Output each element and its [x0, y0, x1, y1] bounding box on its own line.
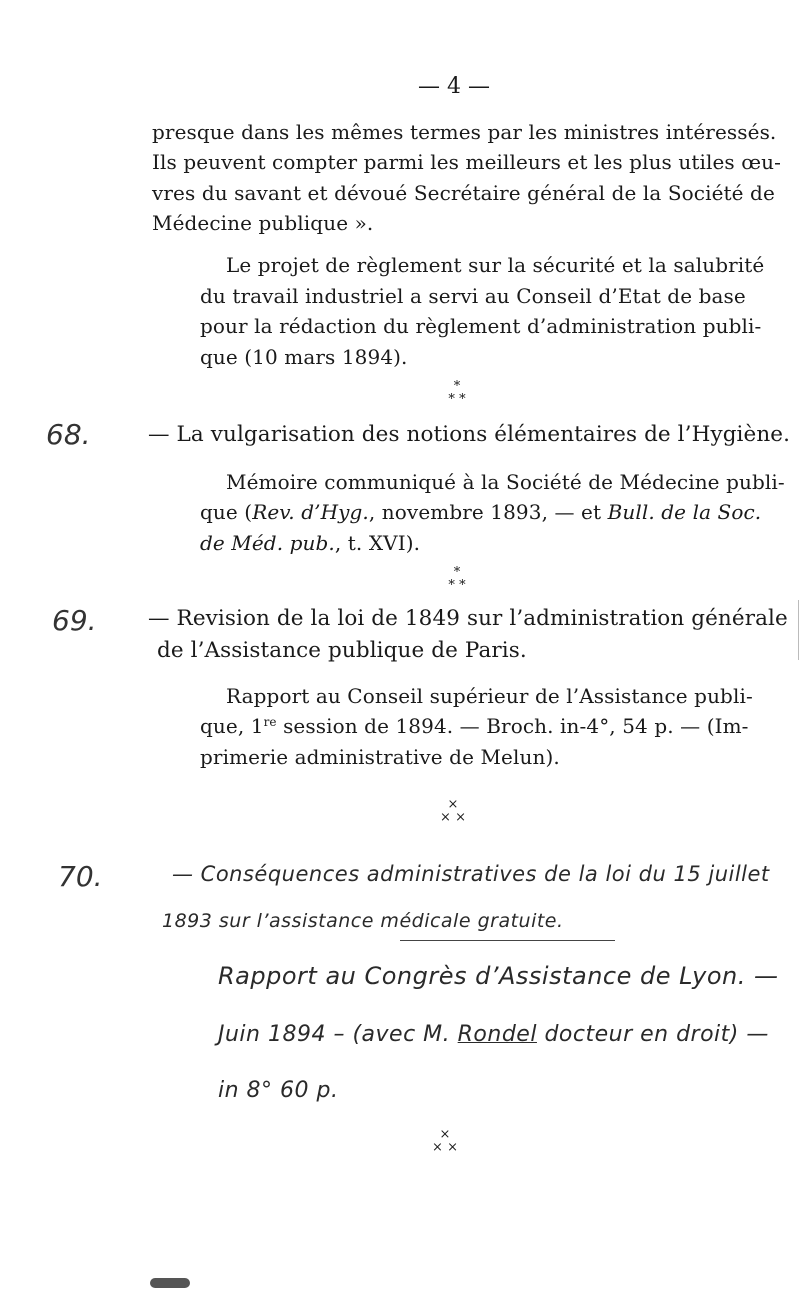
- entry-title: de l’Assistance publique de Paris.: [157, 638, 527, 663]
- cross-mark: × × ×: [440, 797, 466, 825]
- handwritten-entry-title: — Conséquences administratives de la loi du 15 juillet: [172, 862, 770, 886]
- divider-rule: [400, 940, 615, 941]
- handwritten-margin-number: 69.: [52, 604, 97, 637]
- text-line: que, 1re session de 1894. — Broch. in-4°, 54 p. — (Im-: [200, 714, 749, 738]
- ink-blot: [150, 1278, 190, 1288]
- entry-title: — La vulgarisation des notions élémentaires de l’Hygiène.: [148, 422, 791, 447]
- text-line: primerie administrative de Melun).: [200, 745, 560, 769]
- text-line: Rapport au Conseil supérieur de l’Assistance publi-: [226, 684, 753, 708]
- page-edge: [790, 600, 799, 660]
- text-line: presque dans les mêmes termes par les ministres intéressés.: [152, 120, 777, 144]
- text-line: Mémoire communiqué à la Société de Médecine publi-: [226, 470, 785, 494]
- text-line: du travail industriel a servi au Conseil d’Etat de base: [200, 284, 746, 308]
- entry-title: — Revision de la loi de 1849 sur l’administration générale: [148, 606, 788, 631]
- page-number: — 4 —: [418, 74, 490, 99]
- cross-mark: × × ×: [432, 1127, 458, 1155]
- handwritten-text-line: Rapport au Congrès d’Assistance de Lyon. —: [218, 962, 779, 990]
- underlined-name: Rondel: [457, 1022, 537, 1047]
- text-line: pour la rédaction du règlement d’administration publi-: [200, 314, 762, 338]
- asterism: * * *: [448, 565, 466, 593]
- text-line: de Méd. pub., t. XVI).: [200, 531, 421, 555]
- handwritten-margin-number: 70.: [58, 860, 103, 893]
- text-line: que (10 mars 1894).: [200, 345, 408, 369]
- text-line: que (Rev. d’Hyg., novembre 1893, — et Bull. de la Soc.: [200, 500, 762, 524]
- text-line: Ils peuvent compter parmi les meilleurs et les plus utiles œu-: [152, 150, 781, 174]
- handwritten-text-line: in 8° 60 p.: [218, 1078, 339, 1103]
- text-line: Le projet de règlement sur la sécurité et la salubrité: [226, 253, 765, 277]
- text-line: Médecine publique ».: [152, 211, 374, 235]
- handwritten-text-line: Juin 1894 – (avec M. Rondel docteur en droit) —: [218, 1022, 769, 1047]
- asterism: * * *: [448, 379, 466, 407]
- handwritten-margin-number: 68.: [46, 418, 91, 451]
- handwritten-entry-title: 1893 sur l’assistance médicale gratuite.: [162, 910, 564, 932]
- text-line: vres du savant et dévoué Secrétaire général de la Société de: [152, 181, 775, 205]
